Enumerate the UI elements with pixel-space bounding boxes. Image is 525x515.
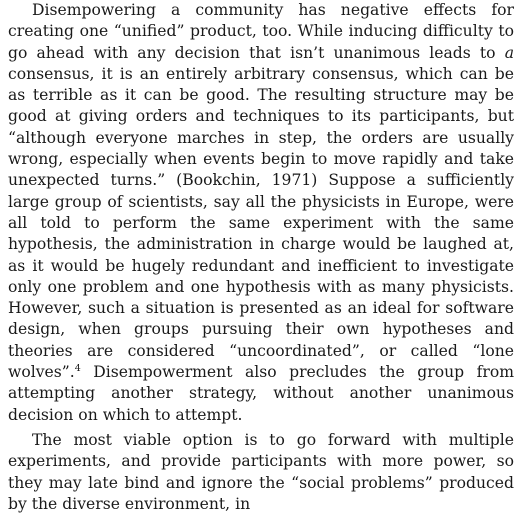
paragraph-text-part: Disempowerment also precludes the group from attempting another strategy, without another unanimous decision on which to attempt.: [8, 363, 514, 424]
paragraph-disempowering: [8, 0, 514, 426]
paragraph-most-viable-option: [8, 430, 514, 515]
document-body: [8, 0, 514, 515]
paragraph-text-part: consensus, it is an entirely arbitrary consensus, which can be as terrible as it can be good. The resulting structure may be good at giving orders and techniques to its participants, but “although everyone marches in step, the orders are usually wrong, especially when events begin to move rapidly and take unexpected turns.” (Bookchin, 1971) Suppose a sufficiently large group of scientists, say all the physicists in Europe, were all told to perform the same experiment with the same hypothesis, the administration in charge would be laughed at, as it would be hugely redundant and inefficient to investigate only one problem and one hypothesis with as many physicists. However, such a situation is presented as an ideal for software design, when groups pursuing their own hypotheses and theories are considered “uncoordinated”, or called “lone wolves”.: [8, 64, 514, 382]
emphasis-a: a: [504, 43, 514, 62]
paragraph-text-part: Disempowering a community has negative effects for creating one “unified” product, too. While inducing difficulty to go ahead with any decision that isn’t unanimous leads to: [8, 1, 514, 62]
paragraph-text: The most viable option is to go forward with multiple experiments, and provide participants with more power, so they may late bind and ignore the “social problems” produced by the diverse environment, in: [8, 430, 514, 513]
footnote-marker[interactable]: 4: [74, 363, 81, 375]
